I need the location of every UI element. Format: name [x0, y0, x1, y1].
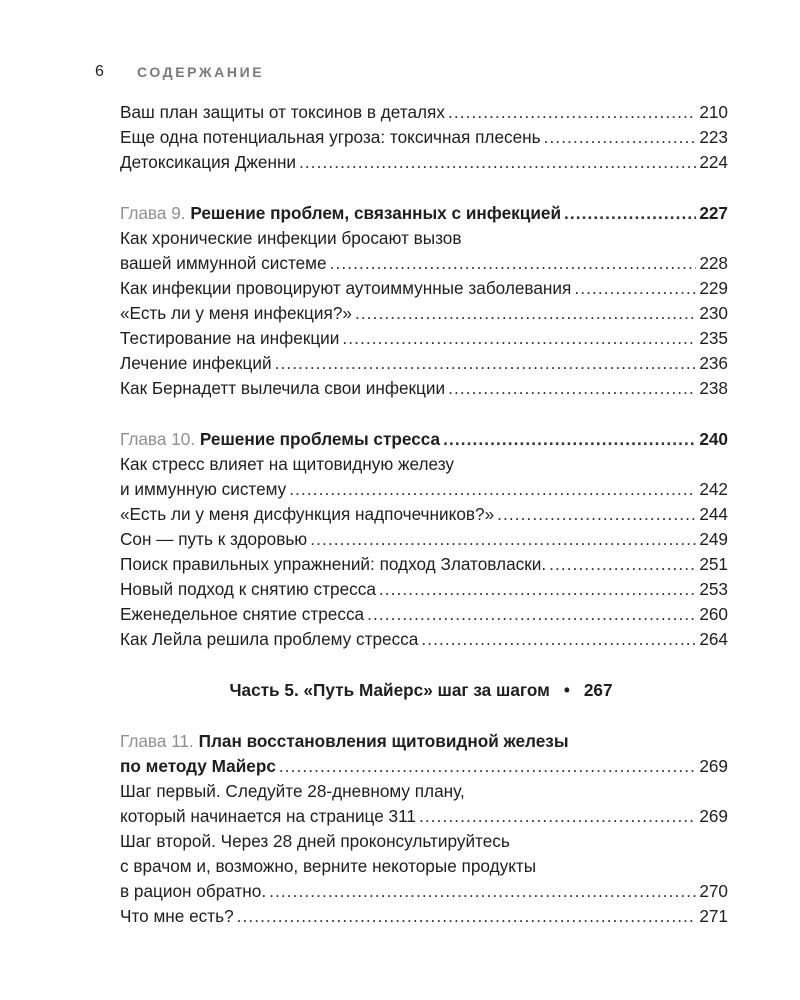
dot-leader: [355, 301, 696, 326]
dot-leader: [419, 804, 696, 829]
chapter-label: Глава 9.: [120, 203, 186, 223]
entry-page: 242: [699, 479, 728, 499]
part-title: Часть 5. «Путь Майерс» шаг за шагом: [229, 680, 550, 700]
entry-title-line1: Как стресс влияет на щитовидную железу: [120, 454, 455, 474]
toc-entry[interactable]: [120, 376, 728, 401]
dot-leader: [497, 502, 696, 527]
dot-leader: [269, 879, 696, 904]
dot-leader: [299, 150, 696, 175]
chapter-title-line1: [120, 729, 728, 754]
entry-page: 251: [699, 554, 728, 574]
dot-leader: [448, 376, 696, 401]
dot-leader: [237, 904, 697, 929]
running-title: СОДЕРЖАНИЕ: [137, 64, 265, 80]
spacer: [120, 175, 728, 201]
entry-title: «Есть ли у меня дисфункция надпочечников?»: [120, 504, 495, 524]
entry-page: 230: [699, 303, 728, 323]
entry-title: Еще одна потенциальная угроза: токсичная плесень: [120, 127, 541, 147]
dot-leader: [544, 125, 697, 150]
spacer: [120, 703, 728, 729]
page-number: 6: [95, 63, 104, 80]
toc-entry[interactable]: [120, 226, 728, 276]
entry-title: Как инфекции провоцируют аутоиммунные заболевания: [120, 278, 572, 298]
toc-entry[interactable]: [120, 627, 728, 652]
entry-page: 270: [699, 881, 728, 901]
dot-leader: [574, 276, 696, 301]
toc-entry[interactable]: [120, 602, 728, 627]
chapter-title-text: План восстановления щитовидной железы: [198, 731, 569, 751]
entry-page: 269: [699, 806, 728, 826]
dot-leader: [564, 201, 696, 226]
dot-leader: [379, 577, 696, 602]
dot-leader: [443, 427, 696, 452]
chapter-page: 269: [699, 756, 728, 776]
chapter-heading-11[interactable]: [120, 729, 728, 779]
entry-page: 271: [699, 906, 728, 926]
entry-page: 228: [699, 253, 728, 273]
entry-title: «Есть ли у меня инфекция?»: [120, 303, 352, 323]
entry-title: который начинается на странице 311: [120, 806, 416, 826]
entry-page: 223: [699, 127, 728, 147]
dot-leader: [367, 602, 696, 627]
entry-title: Ваш план защиты от токсинов в деталях: [120, 102, 445, 122]
toc-entry[interactable]: [120, 351, 728, 376]
entry-title: Новый подход к снятию стресса: [120, 579, 376, 599]
chapter-title-line2: по методу Майерс: [120, 756, 276, 776]
page-header: [95, 60, 264, 84]
entry-page: 229: [699, 278, 728, 298]
entry-title-line1: Шаг второй. Через 28 дней проконсультируйтесь: [120, 831, 510, 851]
toc-entry[interactable]: [120, 326, 728, 351]
toc-entry[interactable]: [120, 502, 728, 527]
chapter-heading-10[interactable]: [120, 427, 728, 452]
toc-entry[interactable]: [120, 150, 728, 175]
part-heading-5[interactable]: [120, 678, 728, 703]
entry-page: 249: [699, 529, 728, 549]
entry-title: Поиск правильных упражнений: подход Златовласки.: [120, 554, 547, 574]
toc-entry[interactable]: [120, 125, 728, 150]
chapter-page: 227: [699, 203, 728, 223]
toc-entry[interactable]: [120, 276, 728, 301]
entry-page: 224: [699, 152, 728, 172]
entry-title: Сон — путь к здоровью: [120, 529, 308, 549]
bullet-separator: •: [563, 680, 570, 700]
entry-title: Еженедельное снятие стресса: [120, 604, 365, 624]
entry-title: и иммунную систему: [120, 479, 287, 499]
dot-leader: [279, 754, 696, 779]
toc-entry[interactable]: [120, 577, 728, 602]
entry-page: 236: [699, 353, 728, 373]
table-of-contents: [120, 100, 728, 929]
entry-page: 260: [699, 604, 728, 624]
entry-page: 238: [699, 378, 728, 398]
entry-title: Что мне есть?: [120, 906, 234, 926]
entry-title: Как Бернадетт вылечила свои инфекции: [120, 378, 446, 398]
entry-title-line2: с врачом и, возможно, верните некоторые продукты: [120, 856, 537, 876]
dot-leader: [448, 100, 696, 125]
entry-page: 264: [699, 629, 728, 649]
dot-leader: [275, 351, 697, 376]
toc-entry[interactable]: [120, 829, 728, 904]
dot-leader: [330, 251, 697, 276]
chapter-label: Глава 11.: [120, 731, 194, 751]
toc-entry[interactable]: [120, 301, 728, 326]
chapter-heading-9[interactable]: [120, 201, 728, 226]
part-page: 267: [583, 680, 613, 700]
dot-leader: [342, 326, 696, 351]
chapter-label: Глава 10.: [120, 429, 196, 449]
dot-leader: [549, 552, 696, 577]
entry-title: Детоксикация Дженни: [120, 152, 297, 172]
entry-page: 244: [699, 504, 728, 524]
entry-title: Лечение инфекций: [120, 353, 272, 373]
chapter-title: [120, 201, 561, 226]
toc-entry[interactable]: [120, 779, 728, 829]
dot-leader: [310, 527, 696, 552]
toc-entry[interactable]: [120, 452, 728, 502]
chapter-title-text: Решение проблем, связанных с инфекцией: [190, 203, 562, 223]
toc-entry[interactable]: [120, 527, 728, 552]
chapter-page: 240: [699, 429, 728, 449]
entry-title: Тестирование на инфекции: [120, 328, 340, 348]
entry-page: 235: [699, 328, 728, 348]
dot-leader: [421, 627, 696, 652]
entry-title: в рацион обратно.: [120, 881, 267, 901]
entry-title: вашей иммунной системе: [120, 253, 327, 273]
entry-page: 210: [699, 102, 728, 122]
chapter-title-text: Решение проблемы стресса: [199, 429, 441, 449]
entry-title: Как Лейла решила проблему стресса: [120, 629, 419, 649]
entry-title-line1: Шаг первый. Следуйте 28-дневному плану,: [120, 781, 465, 801]
entry-page: 253: [699, 579, 728, 599]
entry-title-line1: Как хронические инфекции бросают вызов: [120, 228, 462, 248]
chapter-title: [120, 427, 440, 452]
dot-leader: [289, 477, 696, 502]
toc-entry[interactable]: [120, 552, 728, 577]
toc-entry[interactable]: [120, 100, 728, 125]
spacer: [120, 401, 728, 427]
toc-entry[interactable]: [120, 904, 728, 929]
